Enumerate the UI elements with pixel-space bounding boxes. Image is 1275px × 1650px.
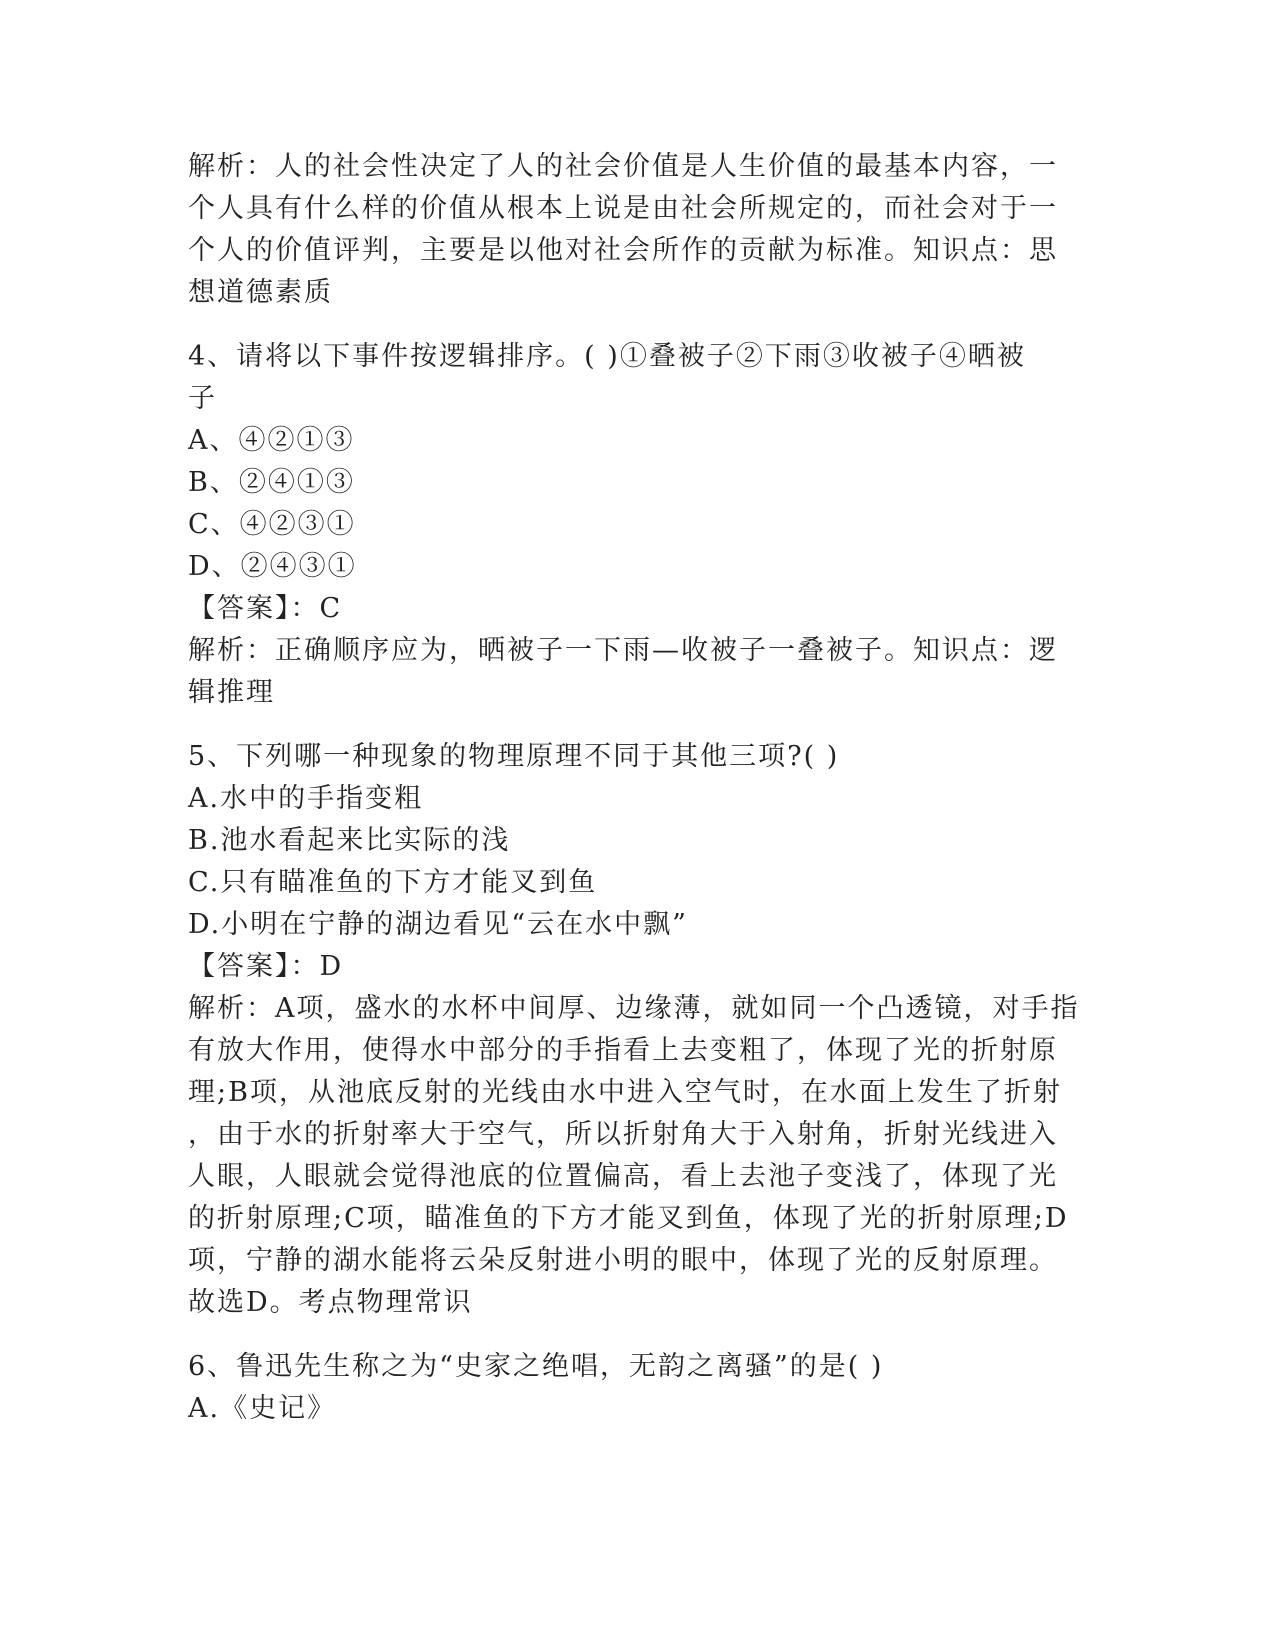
answer: 【答案】：D	[188, 951, 344, 982]
spacer	[188, 714, 1088, 736]
spacer	[188, 1324, 1088, 1346]
analysis-line: 个人具有什么样的价值从根本上说是由社会所规定的，而社会对于一	[188, 193, 1058, 224]
answer: 【答案】：C	[188, 593, 343, 624]
analysis-line: 解析：正确顺序应为，晒被子一下雨—收被子一叠被子。知识点：逻	[188, 635, 1058, 666]
analysis-line: 项，宁静的湖水能将云朵反射进小明的眼中，体现了光的反射原理。	[188, 1245, 1058, 1276]
question-5	[188, 736, 1088, 1324]
question-6	[188, 1346, 1088, 1430]
analysis-line: 解析：人的社会性决定了人的社会价值是人生价值的最基本内容，一	[188, 151, 1058, 182]
question-text: 6、鲁迅先生称之为“史家之绝唱，无韵之离骚”的是( )	[188, 1351, 884, 1382]
option-a: A.《史记》	[188, 1393, 337, 1424]
analysis-line: 想道德素质	[188, 277, 333, 308]
option-b: B、②④①③	[188, 467, 355, 498]
analysis-line: 人眼，人眼就会觉得池底的位置偏高，看上去池子变浅了，体现了光	[188, 1161, 1058, 1192]
spacer	[188, 314, 1088, 336]
question-text: 4、请将以下事件按逻辑排序。( )①叠被子②下雨③收被子④晒被	[188, 341, 1026, 372]
analysis-line: ，由于水的折射率大于空气，所以折射角大于入射角，折射光线进入	[188, 1119, 1058, 1150]
analysis-line: 有放大作用，使得水中部分的手指看上去变粗了，体现了光的折射原	[188, 1035, 1058, 1066]
analysis-line: 理;B项，从池底反射的光线由水中进入空气时，在水面上发生了折射	[188, 1077, 1062, 1108]
analysis-line: 辑推理	[188, 677, 275, 708]
option-d: D、②④③①	[188, 551, 357, 582]
option-a: A、④②①③	[188, 425, 355, 456]
question-text: 子	[188, 383, 217, 414]
analysis-line: 故选D。考点物理常识	[188, 1287, 473, 1318]
document-content	[188, 146, 1088, 1430]
analysis-line: 个人的价值评判，主要是以他对社会所作的贡献为标准。知识点：思	[188, 235, 1058, 266]
question-text: 5、下列哪一种现象的物理原理不同于其他三项?( )	[188, 741, 840, 772]
option-b: B.池水看起来比实际的浅	[188, 825, 511, 856]
analysis-line: 的折射原理;C项，瞄准鱼的下方才能叉到鱼，体现了光的折射原理;D	[188, 1203, 1069, 1234]
question-4	[188, 336, 1088, 714]
option-c: C、④②③①	[188, 509, 356, 540]
option-c: C.只有瞄准鱼的下方才能叉到鱼	[188, 867, 598, 898]
option-d: D.小明在宁静的湖边看见“云在水中飘”	[188, 909, 688, 940]
q3-analysis	[188, 146, 1088, 314]
option-a: A.水中的手指变粗	[188, 783, 424, 814]
analysis-line: 解析：A项，盛水的水杯中间厚、边缘薄，就如同一个凸透镜，对手指	[188, 993, 1080, 1024]
